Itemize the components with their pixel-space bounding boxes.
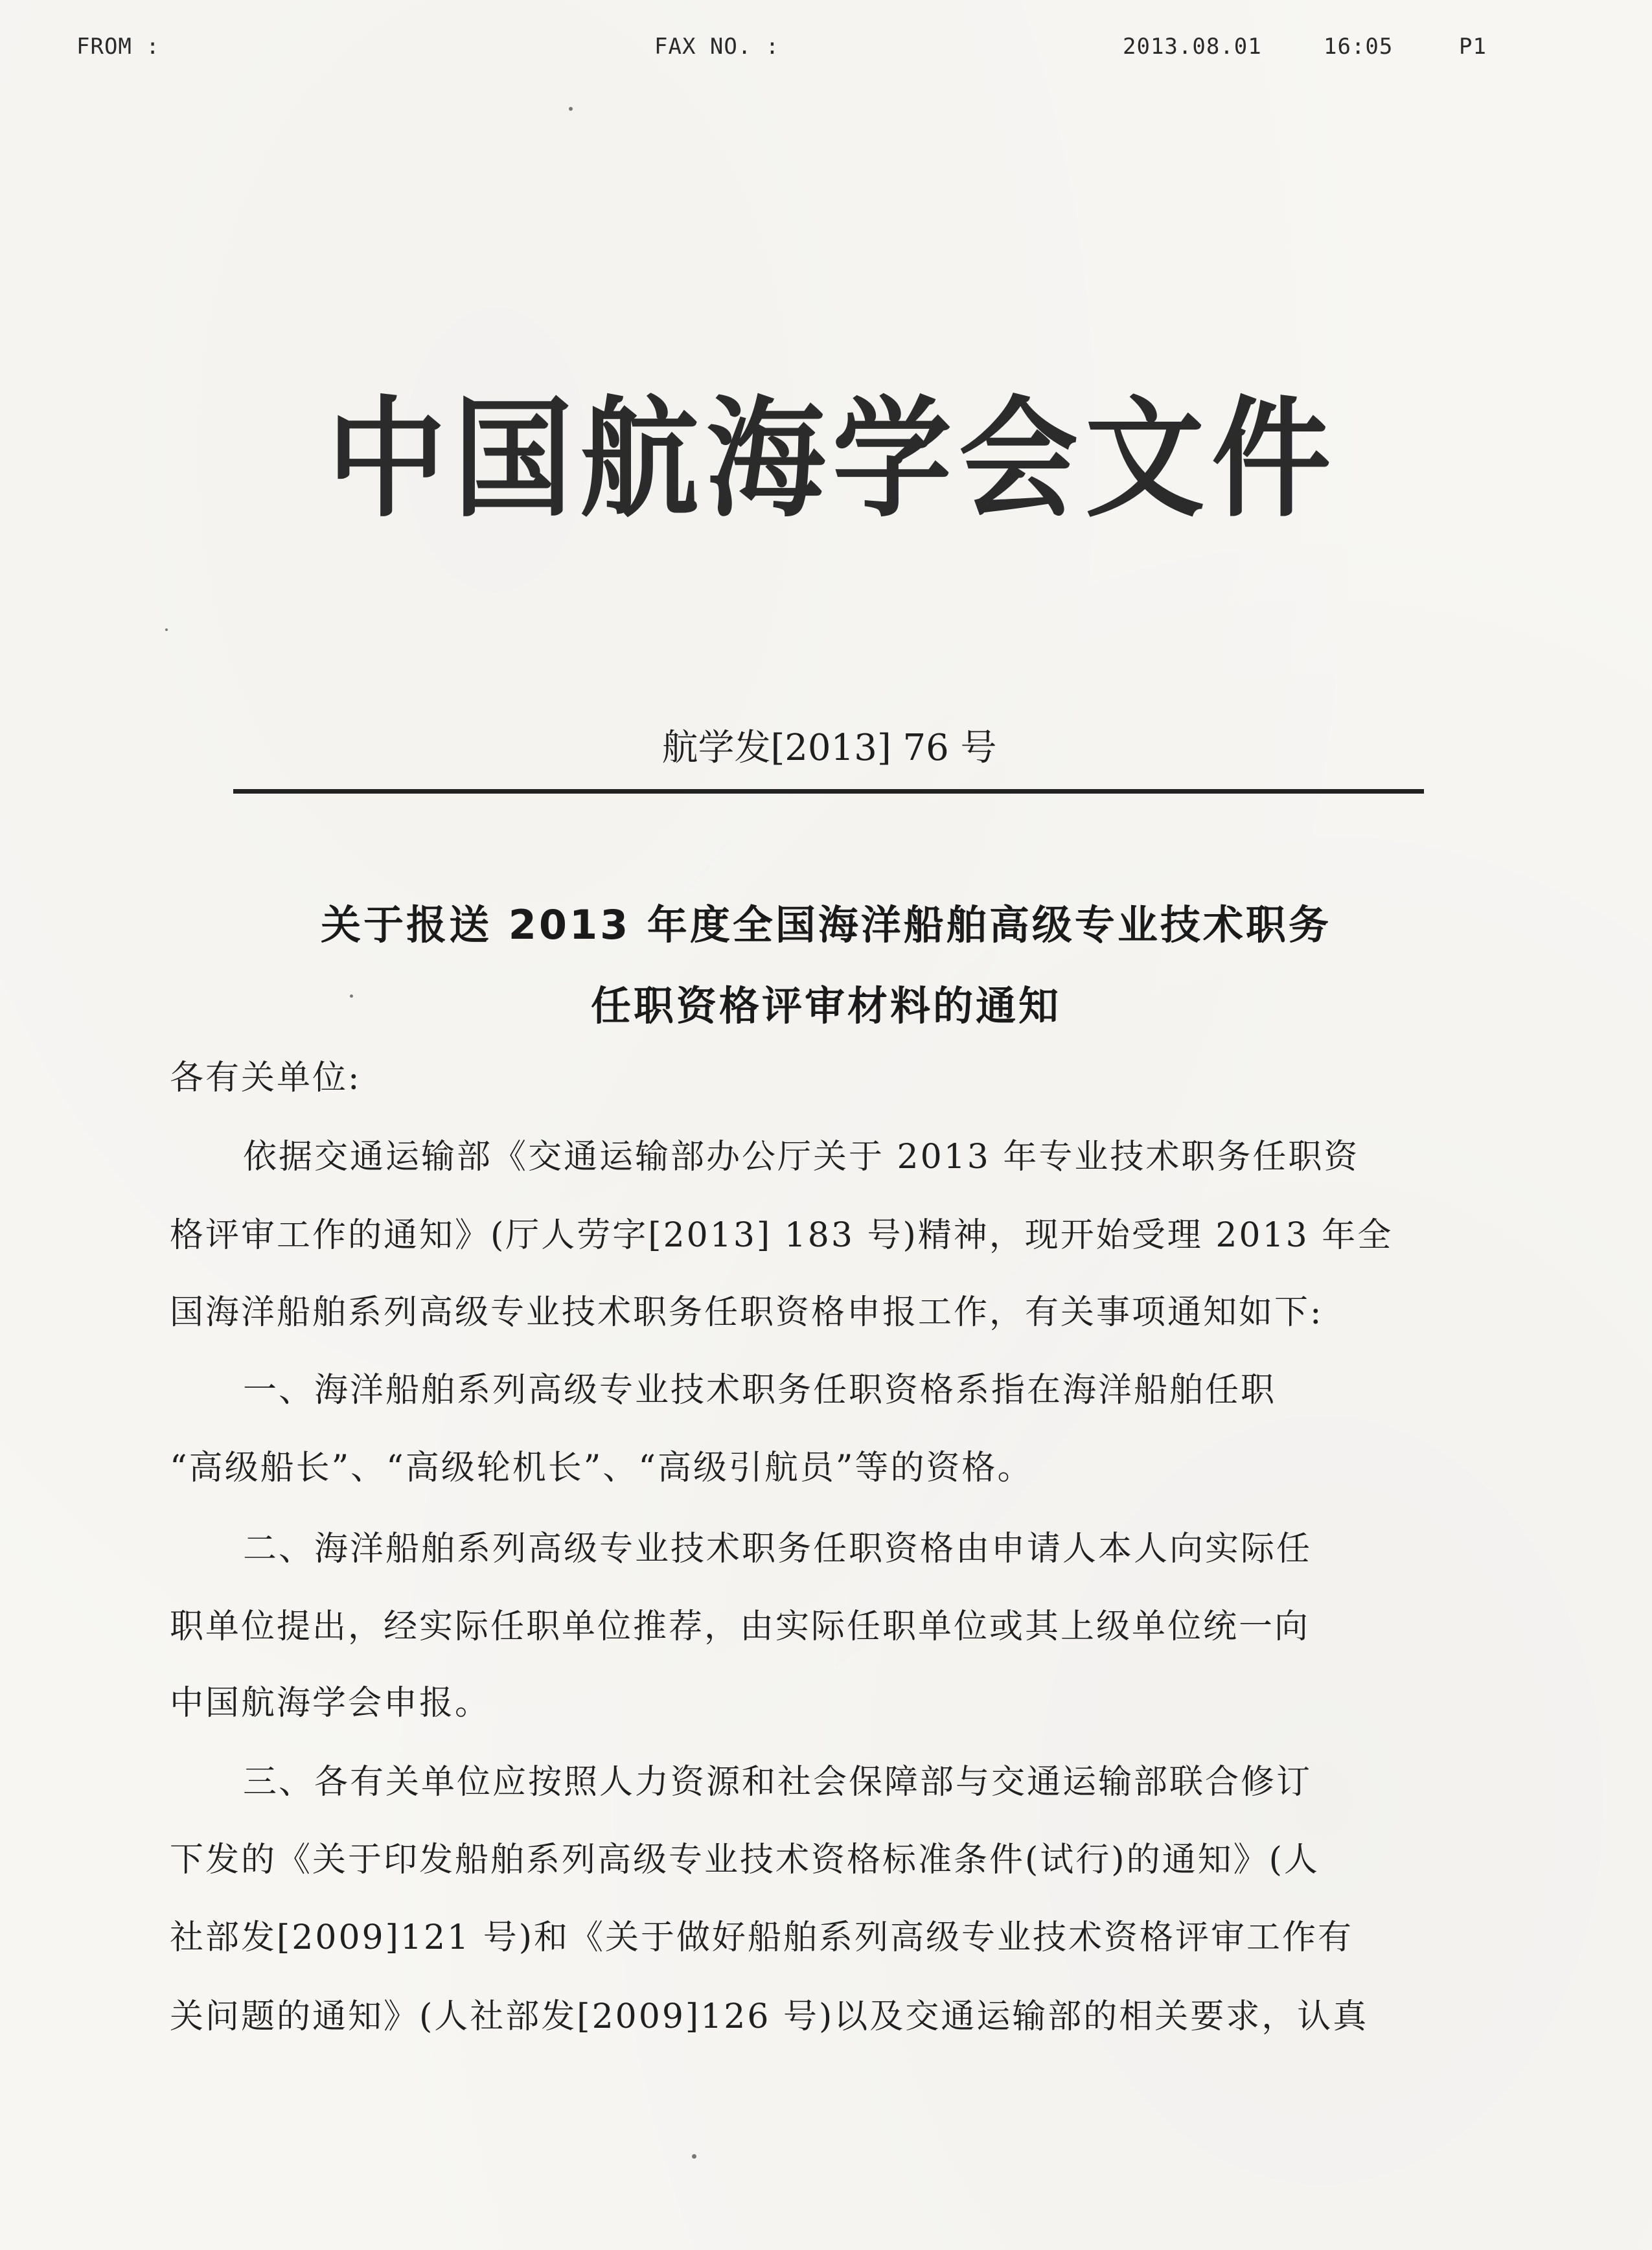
body-line: 一、海洋船舶系列高级专业技术职务任职资格系指在海洋船舶任职 <box>243 1371 1277 1410</box>
body-line: 三、各有关单位应按照人力资源和社会保障部与交通运输部联合修订 <box>243 1763 1313 1802</box>
organization-masthead <box>0 384 1652 535</box>
body-line: 国海洋船舶系列高级专业技术职务任职资格申报工作，有关事项通知如下: <box>170 1293 1324 1332</box>
scan-speck <box>569 107 573 111</box>
document-number: 航学发[2013] 76 号 <box>661 727 997 769</box>
fax-time: 16:05 <box>1324 34 1394 60</box>
scan-speck <box>350 994 353 998</box>
body-line: 二、海洋船舶系列高级专业技术职务任职资格由申请人本人向实际任 <box>243 1530 1313 1568</box>
masthead-text: 中国航海学会文件 <box>327 384 1338 535</box>
salutation: 各有关单位: <box>170 1059 361 1097</box>
fax-date: 2013.08.01 <box>1123 34 1262 60</box>
notice-title-line-1: 关于报送 2013 年度全国海洋船舶高级专业技术职务 <box>321 901 1331 948</box>
fax-from-label: FROM : <box>76 34 160 60</box>
header-divider <box>233 789 1424 794</box>
body-line: 下发的《关于印发船舶系列高级专业技术资格标准条件(试行)的通知》(人 <box>170 1841 1320 1879</box>
body-line: 中国航海学会申报。 <box>170 1684 491 1723</box>
body-line: 职单位提出，经实际任职单位推荐，由实际任职单位或其上级单位统一向 <box>170 1607 1311 1646</box>
body-line: 依据交通运输部《交通运输部办公厅关于 2013 年专业技术职务任职资 <box>243 1138 1360 1177</box>
fax-header <box>0 26 1652 71</box>
body-line: 社部发[2009]121 号)和《关于做好船舶系列高级专业技术资格评审工作有 <box>170 1918 1353 1957</box>
body-line: 关问题的通知》(人社部发[2009]126 号)以及交通运输部的相关要求，认真 <box>170 1997 1369 2036</box>
notice-title-line-2: 任职资格评审材料的通知 <box>590 982 1061 1029</box>
scan-speck <box>692 2154 696 2159</box>
fax-number-label: FAX NO. : <box>654 34 780 60</box>
body-line: “高级船长”、“高级轮机长”、“高级引航员”等的资格。 <box>170 1449 1033 1487</box>
body-line: 格评审工作的通知》(厅人劳字[2013] 183 号)精神，现开始受理 2013 年全 <box>170 1216 1394 1255</box>
scan-speck <box>165 628 168 631</box>
fax-page-number: P1 <box>1459 34 1487 60</box>
